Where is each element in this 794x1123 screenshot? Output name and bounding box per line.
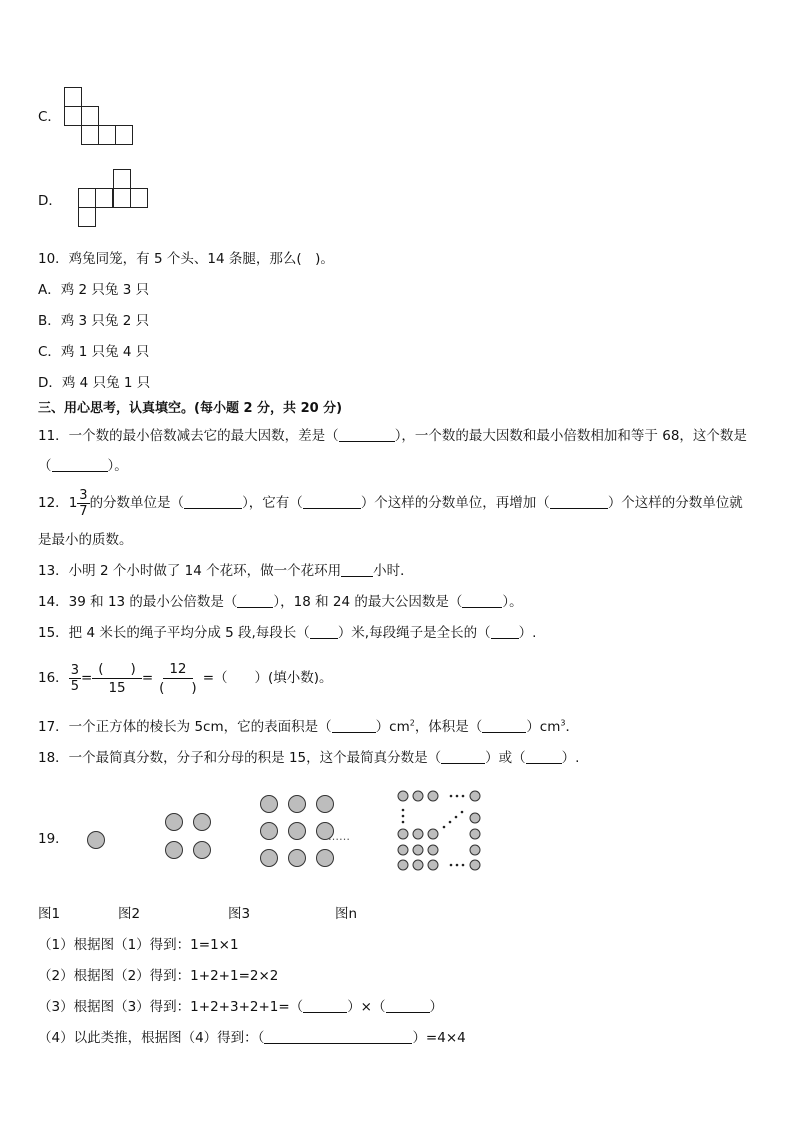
question-10-stem: 10．鸡兔同笼，有 5 个头、14 条腿，那么( )。 [38, 251, 334, 267]
dot [289, 796, 306, 813]
q19-item4-text-2: ）=4×4 [412, 1030, 466, 1046]
dot [413, 829, 423, 839]
equals-sign: = [80, 670, 93, 686]
figure-label-3: 图3 [228, 906, 251, 922]
q11-text-1: 11．一个数的最小倍数减去它的最大因数，差是（ [38, 428, 339, 444]
q18-blank-2[interactable] [526, 749, 562, 764]
question-10-option-a[interactable]: A．鸡 2 只兔 3 只 [38, 282, 150, 298]
dot [261, 850, 278, 867]
fraction-denominator: 7 [79, 503, 88, 519]
question-10-option-c[interactable]: C．鸡 1 只兔 4 只 [38, 344, 150, 360]
q11-text-3: （ [38, 458, 52, 474]
fraction-blank-over-15[interactable] [92, 660, 142, 697]
q19-item-1: （1）根据图（1）得到：1=1×1 [38, 937, 239, 953]
q13-text-1: 13．小明 2 个小时做了 14 个花环，做一个花环用 [38, 563, 342, 579]
dot [470, 791, 480, 801]
dot [317, 850, 334, 867]
q16-tail[interactable]: =（ ）(填小数)。 [202, 670, 333, 686]
q11-text-4: ）。 [107, 458, 128, 474]
dot [398, 845, 408, 855]
q12-text-3: ）个这样的分数单位，再增加（ [360, 495, 550, 511]
dot [470, 829, 480, 839]
q19-item3-blank-1[interactable] [303, 998, 347, 1013]
q19-item4-text-1: （4）以此类推，根据图（4）得到：（ [38, 1030, 265, 1046]
q17-text-4: ）cm [526, 719, 561, 735]
dot [261, 823, 278, 840]
net-diagram-c [64, 87, 136, 145]
dot [428, 829, 438, 839]
fraction [77, 488, 89, 519]
fraction-numerator: 12 [163, 660, 192, 679]
question-10-option-d[interactable]: D．鸡 4 只兔 1 只 [38, 375, 151, 391]
q14-text-1: 14．39 和 13 的最小公倍数是（ [38, 594, 238, 610]
fraction-12-over-blank[interactable] [153, 660, 203, 697]
mixed-whole: 1 [68, 495, 78, 511]
q17-text-3: ，体积是（ [414, 719, 483, 735]
question-10-option-b[interactable]: B．鸡 3 只兔 2 只 [38, 313, 150, 329]
dot [470, 845, 480, 855]
q17-text-1: 17．一个正方体的棱长为 5cm，它的表面积是（ [38, 719, 332, 735]
dot [470, 860, 480, 870]
equals-sign: = [141, 670, 154, 686]
dot [413, 845, 423, 855]
q14-blank-1[interactable] [237, 593, 273, 608]
q12-blank-2[interactable] [303, 494, 361, 509]
q15-text-3: ）. [518, 625, 537, 641]
ellipsis: …… [328, 830, 350, 843]
dot [428, 791, 438, 801]
dot [289, 850, 306, 867]
dot-pattern-figures [80, 788, 490, 878]
q12-text-1: 的分数单位是（ [89, 495, 185, 511]
q18-text-2: ）或（ [485, 750, 526, 766]
mixed-number [69, 486, 90, 520]
q12-text-2: ），它有（ [242, 495, 303, 511]
q19-item-4 [38, 1029, 466, 1047]
q15-text-2: ）米,每段绳子是全长的（ [337, 625, 491, 641]
q17-blank-1[interactable] [332, 718, 376, 733]
option-c-label[interactable]: C． [38, 109, 61, 125]
q19-item3-text-1: （3）根据图（3）得到：1+2+3+2+1=（ [38, 999, 304, 1015]
dot [470, 813, 480, 823]
superscript: 3 [560, 718, 566, 728]
question-12-line2: 是最小的质数。 [38, 532, 133, 548]
q16-number: 16． [38, 670, 69, 686]
q17-text-2: ）cm [375, 719, 410, 735]
dot [289, 823, 306, 840]
dot [166, 842, 183, 859]
q19-item3-text-2: ）×（ [347, 999, 386, 1015]
fraction-numerator: 3 [70, 662, 79, 678]
q11-blank-1[interactable] [339, 427, 395, 442]
question-17 [38, 718, 579, 736]
q12-blank-3[interactable] [550, 494, 608, 509]
q13-text-2: 小时． [373, 563, 414, 579]
q19-item4-blank[interactable] [264, 1029, 412, 1044]
q19-item-3 [38, 998, 443, 1016]
superscript: 2 [409, 718, 415, 728]
q13-blank[interactable] [341, 562, 373, 577]
question-13 [38, 562, 414, 580]
q14-blank-2[interactable] [462, 593, 502, 608]
fraction-denominator: 5 [70, 678, 79, 694]
q14-text-2: ），18 和 24 的最大公因数是（ [273, 594, 463, 610]
q19-item3-text-3: ） [429, 999, 443, 1015]
question-15 [38, 624, 536, 642]
fraction-numerator[interactable]: ( ) [92, 660, 142, 679]
figure-label-1: 图1 [38, 906, 61, 922]
dot [194, 842, 211, 859]
dot [413, 791, 423, 801]
q17-blank-2[interactable] [482, 718, 526, 733]
question-19-number: 19． [38, 831, 69, 847]
q18-blank-1[interactable] [441, 749, 485, 764]
dot [398, 829, 408, 839]
dot [88, 832, 105, 849]
dot [428, 860, 438, 870]
dot [428, 845, 438, 855]
figure-label-n: 图n [335, 906, 358, 922]
dot [261, 796, 278, 813]
dot [413, 860, 423, 870]
fraction-denominator: 15 [108, 679, 126, 696]
dot [166, 814, 183, 831]
dot [398, 791, 408, 801]
section-3-title: 三、用心思考，认真填空。(每小题 2 分，共 20 分) [38, 401, 343, 416]
option-d-label[interactable]: D． [38, 193, 62, 209]
fraction-denominator[interactable]: ( ) [159, 679, 197, 696]
dot [317, 796, 334, 813]
fraction-numerator: 3 [79, 487, 88, 503]
question-12-line1 [38, 486, 743, 520]
q12-number: 12． [38, 495, 69, 511]
q15-blank-1[interactable] [310, 624, 338, 639]
question-11-line1 [38, 427, 747, 445]
q19-item-2: （2）根据图（2）得到：1+2+1=2×2 [38, 968, 279, 984]
q11-blank-2[interactable] [52, 457, 108, 472]
dot [194, 814, 211, 831]
question-14 [38, 593, 523, 611]
question-16 [38, 658, 333, 698]
q15-blank-2[interactable] [491, 624, 519, 639]
question-11-line2 [38, 457, 128, 475]
fraction-3-5 [69, 663, 81, 694]
q17-text-5: ． [565, 719, 579, 735]
q18-text-3: ）. [561, 750, 580, 766]
question-18 [38, 749, 579, 767]
net-diagram-d [78, 169, 150, 227]
figure-label-2: 图2 [118, 906, 141, 922]
dot [398, 860, 408, 870]
q14-text-3: ）。 [502, 594, 523, 610]
q12-blank-1[interactable] [184, 494, 242, 509]
q11-text-2: ），一个数的最大因数和最小倍数相加和等于 68，这个数是 [394, 428, 747, 444]
q15-text-1: 15．把 4 米长的绳子平均分成 5 段,每段长（ [38, 625, 310, 641]
q18-text-1: 18．一个最简真分数，分子和分母的积是 15，这个最简真分数是（ [38, 750, 442, 766]
q12-text-4: ）个这样的分数单位就 [607, 495, 743, 511]
q19-item3-blank-2[interactable] [386, 998, 430, 1013]
